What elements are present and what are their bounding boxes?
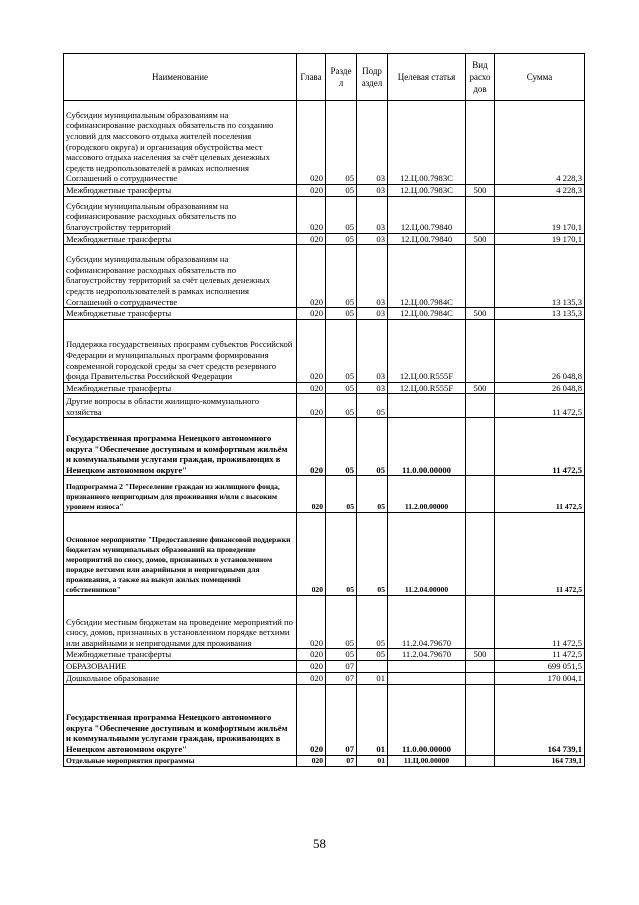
cell-razdel: 05: [326, 596, 357, 649]
cell-sum: 19 170,1: [495, 196, 585, 233]
cell-razdel: 07: [326, 755, 357, 766]
cell-target: 12.Ц.00.R555F: [388, 319, 466, 382]
cell-sum: 4 228,3: [495, 101, 585, 185]
cell-sum: 11 472,5: [495, 394, 585, 418]
table-row: [64, 660, 585, 672]
cell-vid: [466, 418, 495, 476]
table-row: [64, 596, 585, 649]
cell-razdel: 07: [326, 684, 357, 755]
cell-razdel: 05: [326, 394, 357, 418]
header-vid: Вид расхо дов: [466, 54, 495, 101]
cell-name: Субсидии местным бюджетам на проведение мероприятий по сносу, домов, признанных в установленном порядке ветхими или аварийными и непригодными для проживания: [64, 596, 297, 649]
cell-glava: 020: [297, 755, 326, 766]
cell-razdel: 05: [326, 196, 357, 233]
cell-glava: 020: [297, 672, 326, 684]
cell-name: Субсидии муниципальным образованиям на софинансирование расходных обязательств по благоустройству территорий: [64, 196, 297, 233]
cell-podrazdel: 03: [357, 233, 388, 245]
cell-target: 11.2.04.00000: [388, 513, 466, 596]
cell-name: Межбюджетные трансферты: [64, 308, 297, 320]
table-row: [64, 755, 585, 766]
cell-name: ОБРАЗОВАНИЕ: [64, 660, 297, 672]
cell-glava: 020: [297, 476, 326, 513]
cell-vid: [466, 513, 495, 596]
header-glava: Глава: [297, 54, 326, 101]
cell-podrazdel: 01: [357, 684, 388, 755]
cell-podrazdel: 05: [357, 649, 388, 661]
cell-name: Подпрограмма 2 "Переселение граждан из жилищного фонда, признанного непригодным для проживания и/или с высоким уровнем износа": [64, 476, 297, 513]
table-row: [64, 476, 585, 513]
cell-target: 12.Ц.00.79840: [388, 196, 466, 233]
cell-podrazdel: 03: [357, 245, 388, 308]
table-row: [64, 684, 585, 755]
cell-podrazdel: 03: [357, 382, 388, 394]
table-row: [64, 245, 585, 308]
cell-vid: [466, 684, 495, 755]
cell-razdel: 07: [326, 660, 357, 672]
cell-razdel: 05: [326, 185, 357, 197]
cell-podrazdel: 03: [357, 196, 388, 233]
cell-razdel: 05: [326, 308, 357, 320]
header-podrazdel: Подр аздел: [357, 54, 388, 101]
cell-sum: 26 048,8: [495, 382, 585, 394]
cell-name: Субсидии муниципальным образованиям на софинансирование расходных обязательств по созданию условий для массового отдыха жителей поселения (городского округа) и организация обустройства мест массового отдыха населения за счёт целевых денежных средств недропользователей в рамках исполнения Соглашений о сотрудничестве: [64, 101, 297, 185]
cell-vid: 500: [466, 382, 495, 394]
table-row: [64, 513, 585, 596]
table-row: [64, 382, 585, 394]
cell-target: 12.Ц.00.7984С: [388, 245, 466, 308]
cell-name: Поддержка государственных программ субъектов Российской Федерации и муниципальных программ формирования современной городской среды за счет средств резервного фонда Правительства Российской Федерации: [64, 319, 297, 382]
cell-glava: 020: [297, 196, 326, 233]
cell-razdel: 05: [326, 513, 357, 596]
cell-glava: 020: [297, 233, 326, 245]
cell-podrazdel: 01: [357, 672, 388, 684]
cell-razdel: 05: [326, 418, 357, 476]
cell-target: [388, 672, 466, 684]
header-target: Целевая статья: [388, 54, 466, 101]
table-row: [64, 418, 585, 476]
cell-podrazdel: 05: [357, 418, 388, 476]
header-sum: Сумма: [495, 54, 585, 101]
cell-podrazdel: 03: [357, 308, 388, 320]
cell-sum: 4 228,3: [495, 185, 585, 197]
cell-target: 11.Ц.00.00000: [388, 755, 466, 766]
cell-vid: [466, 319, 495, 382]
cell-glava: 020: [297, 596, 326, 649]
table-row: [64, 319, 585, 382]
cell-vid: [466, 196, 495, 233]
cell-glava: 020: [297, 684, 326, 755]
cell-vid: [466, 672, 495, 684]
cell-podrazdel: 03: [357, 101, 388, 185]
page-number: 58: [313, 836, 326, 851]
cell-target: 11.0.00.00000: [388, 684, 466, 755]
cell-vid: 500: [466, 233, 495, 245]
cell-podrazdel: 05: [357, 394, 388, 418]
cell-glava: 020: [297, 660, 326, 672]
table-body: [64, 101, 585, 767]
cell-target: 12.Ц.00.R555F: [388, 382, 466, 394]
cell-glava: 020: [297, 382, 326, 394]
table-row: [64, 308, 585, 320]
table-row: [64, 672, 585, 684]
cell-target: 12.Ц.00.7984С: [388, 308, 466, 320]
cell-sum: 13 135,3: [495, 245, 585, 308]
cell-vid: 500: [466, 185, 495, 197]
cell-target: 11.2.04.79670: [388, 596, 466, 649]
cell-podrazdel: 05: [357, 513, 388, 596]
cell-target: 11.0.00.00000: [388, 418, 466, 476]
cell-name: Другие вопросы в области жилищно-коммунального хозяйства: [64, 394, 297, 418]
cell-target: [388, 394, 466, 418]
cell-glava: 020: [297, 185, 326, 197]
table-row: [64, 196, 585, 233]
cell-podrazdel: 03: [357, 185, 388, 197]
cell-glava: 020: [297, 245, 326, 308]
cell-sum: 164 739,1: [495, 684, 585, 755]
header-name: Наименование: [64, 54, 297, 101]
cell-sum: 164 739,1: [495, 755, 585, 766]
cell-name: Межбюджетные трансферты: [64, 649, 297, 661]
cell-name: Государственная программа Ненецкого автономного округа "Обеспечение доступным и комфортным жильём и коммунальными услугами граждан, проживающих в Ненецком автономном округе": [64, 418, 297, 476]
cell-target: 12.Ц.00.7983С: [388, 185, 466, 197]
cell-name: Дошкольное образование: [64, 672, 297, 684]
cell-target: [388, 660, 466, 672]
cell-podrazdel: 03: [357, 319, 388, 382]
cell-sum: 19 170,1: [495, 233, 585, 245]
cell-razdel: 05: [326, 233, 357, 245]
cell-glava: 020: [297, 319, 326, 382]
cell-name: Основное мероприятие "Предоставление финансовой поддержки бюджетам муниципальных образований на проведение мероприятий по сносу, домов, признанных в установленном порядке ветхими или аварийными и непригодными для проживания, а также на выкуп жилых помещений собственников": [64, 513, 297, 596]
cell-glava: 020: [297, 649, 326, 661]
cell-vid: [466, 596, 495, 649]
table-row: [64, 185, 585, 197]
table-row: [64, 649, 585, 661]
cell-razdel: 05: [326, 101, 357, 185]
cell-vid: 500: [466, 649, 495, 661]
cell-target: 11.2.00.00000: [388, 476, 466, 513]
cell-podrazdel: 05: [357, 596, 388, 649]
cell-vid: [466, 394, 495, 418]
cell-sum: 11 472,5: [495, 596, 585, 649]
cell-glava: 020: [297, 513, 326, 596]
cell-target: 11.2.04.79670: [388, 649, 466, 661]
header-row: [64, 54, 585, 101]
cell-sum: 26 048,8: [495, 319, 585, 382]
table-row: [64, 101, 585, 185]
cell-sum: 13 135,3: [495, 308, 585, 320]
cell-razdel: 05: [326, 245, 357, 308]
cell-podrazdel: [357, 660, 388, 672]
cell-vid: [466, 245, 495, 308]
budget-table: [63, 53, 585, 767]
cell-vid: [466, 476, 495, 513]
cell-glava: 020: [297, 101, 326, 185]
cell-sum: 11 472,5: [495, 513, 585, 596]
table-row: [64, 394, 585, 418]
cell-sum: 11 472,5: [495, 649, 585, 661]
cell-sum: 170 004,1: [495, 672, 585, 684]
cell-razdel: 07: [326, 672, 357, 684]
cell-vid: [466, 101, 495, 185]
cell-vid: [466, 660, 495, 672]
cell-name: Межбюджетные трансферты: [64, 382, 297, 394]
cell-razdel: 05: [326, 319, 357, 382]
table-row: [64, 233, 585, 245]
cell-glava: 020: [297, 308, 326, 320]
cell-razdel: 05: [326, 382, 357, 394]
header-razdel: Разде л: [326, 54, 357, 101]
cell-razdel: 05: [326, 649, 357, 661]
cell-sum: 11 472,5: [495, 476, 585, 513]
cell-name: Субсидии муниципальным образованиям на софинансирование расходных обязательств по благоустройству территорий за счёт целевых денежных средств недропользователей в рамках исполнения Соглашений о сотрудничестве: [64, 245, 297, 308]
cell-glava: 020: [297, 394, 326, 418]
cell-sum: 11 472,5: [495, 418, 585, 476]
cell-podrazdel: 01: [357, 755, 388, 766]
cell-name: Межбюджетные трансферты: [64, 185, 297, 197]
cell-vid: 500: [466, 308, 495, 320]
cell-name: Межбюджетные трансферты: [64, 233, 297, 245]
cell-name: Отдельные мероприятия программы: [64, 755, 297, 766]
cell-target: 12.Ц.00.79840: [388, 233, 466, 245]
cell-vid: [466, 755, 495, 766]
cell-target: 12.Ц.00.7983С: [388, 101, 466, 185]
cell-razdel: 05: [326, 476, 357, 513]
cell-podrazdel: 05: [357, 476, 388, 513]
cell-sum: 699 051,5: [495, 660, 585, 672]
cell-glava: 020: [297, 418, 326, 476]
cell-name: Государственная программа Ненецкого автономного округа "Обеспечение доступным и комфортным жильём и коммунальными услугами граждан, проживающих в Ненецком автономном округе": [64, 684, 297, 755]
